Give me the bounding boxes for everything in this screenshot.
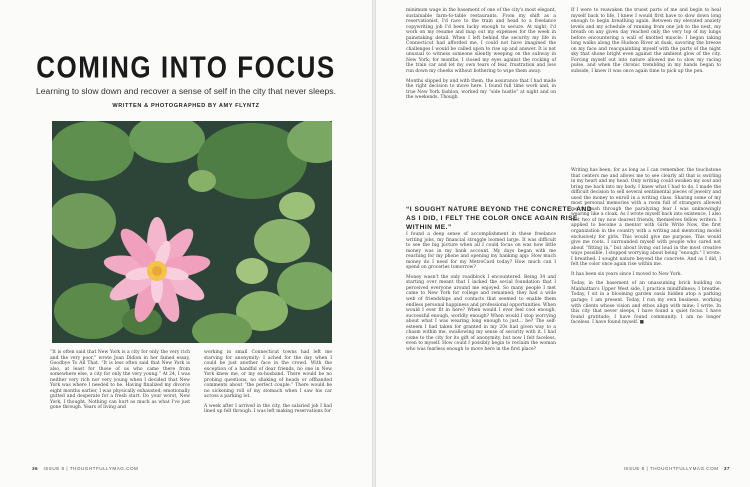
paragraph: “It is often said that New York is a city for only the very rich and the very poor,” wrote Joan Didion in her famed essay, Goodbye To All That. “It is less often said that New York is also, at least for those of us who came there from somewhere else, a city for only the very young.” At 24, I was neither very rich nor very young when I decided that New York was where I needed to be. Having finalized my divorce eight months earlier, I was physically exhausted, emotionally gutted and desperate for a fresh start. Do your worst, New York, I thought. Nothing can hurt as much as what I've just gone through. Years of living and [50,350,190,411]
paragraph: A week after I arrived in the city, the salaried job I had lined up fell through. I was left making reservations for [204,403,332,415]
water-lily-photo [52,121,332,343]
left-folio [32,466,138,471]
left-column-2 [204,350,332,419]
left-column-1 [50,350,190,415]
pull-quote: “I SOUGHT NATURE BEYOND THE CONCRETE. AND AS I DID, I FELT THE COLOR ONCE AGAIN RISE WITHIN ME.” [406,206,593,231]
paragraph: Writing has been, for as long as I can remember, the touchstone that centers me and allows me to see clearly all that is swirling in my heart and my head. Only writing could awaken my soul and bring me back into my body. I knew what I had to do. I made the difficult decision to sell several sentimental pieces of jewelry and used the money to enroll in a writing class. Sharing some of my most personal memories with a room full of strangers allowed me to push through the paralyzing fear I was unknowingly wearing like a cloak. As I wrote myself back into existence, I also met two of my now dearest friends, themselves fellow writers. I applied to become a mentor with Girls Write Now, the first organization in the country with a writing and mentoring model exclusively for girls. This would give me purpose. This would give me roots. I surrounded myself with people who cared not about “fitting in,” but about living out loud in the most creative ways possible. I stopped worrying about being “enough.” I wrote. I breathed. I sought nature beyond the concrete. And as I did, I felt the color once again rise within me. [571,168,721,268]
right-column-1 [406,8,556,105]
paragraph: Today, in the basement of an unassuming brick building on Manhattan's Upper West side, I practice mindfulness; I breathe. Today, I sit in a blooming garden oasis hidden atop a parking garage; I am present. Today, I run my own business, working with clients whose vision and ethos align with mine; I write. In this city that never sleeps, I have found a quiet focus. I have found gratitude; I have found community. I am no longer faceless. I have found myself. ■ [571,281,721,326]
page-number: 37 [723,466,730,471]
paragraph: Money wasn't the only roadblock I encountered. Being 34 and starting over meant that I lacked the social foundation that I perceived everyone around me enjoyed. So many people I met came to New York for college and remained; they had a wide web of friendships and contacts that seemed to enable them endless personal happiness and professional opportunities. When would I ever fit in here? When would I ever feel cool enough, successful enough, worldly enough? When would I stop worrying about what I was wearing long enough to just... be? The self-esteem I had taken for granted in my 20s had given way to a chasm within me, swallowing my sense of security with it. I had come to the city for its gift of anonymity, but now I felt faceless, even to myself. How could I possibly begin to reclaim the woman who was fearless enough to move here in the first place? [406,274,556,352]
right-column-3 [406,232,556,356]
left-page [0,0,372,487]
paragraph: If I were to reawaken the truest parts of me and begin to heal myself back to life, I knew I would first have to slow down long enough to begin breathing again. Between my elevated anxiety levels and my schedule of running from one job to the next, my breath on any given day reached only the very top of my lungs before encountering a wall of knotted muscle. I began taking long walks along the Hudson River at dusk, savoring the breeze on my face and reacquainting myself with the parts of the night sky that shone bright even against the ambient glow of the city. Forcing myself out into nature allowed me to slow my racing pulse, and when the chronic trembling in my hands began to subside, I knew it was once again time to pick up the pen. [571,8,721,75]
paragraph: It has been six years since I moved to New York. [571,271,682,277]
lily-pond-illustration [52,121,332,343]
paragraph: working in small Connecticut towns had left me starving for anonymity: I ached for the day when I could be just another face in the crowd. With the exception of a handful of dear friends, no one in New York knew me, or my ex-husband. There would be no probing questions, no shaking of heads or offhanded comments about “the perfect couple.” There would be no sickening roll of my stomach when I saw his car across a parking lot. [204,350,332,400]
right-column-2 [571,8,721,79]
article-byline: WRITTEN & PHOTOGRAPHED BY AMY FLYNTZ [112,103,260,109]
article-subtitle: Learning to slow down and recover a sense of self in the city that never sleeps. [36,86,336,96]
issue-label: ISSUE 8 | THOUGHTFULLYMAG.COM [623,466,719,471]
paragraph: I found a deep sense of accomplishment in these freelance writing jobs, my financial struggle loomed large. It was difficult to see the big picture when all I could focus on was how little money was in my bank account. My days began with me reaching for my phone and opening my banking app: How much money do I need for my MetroCard today? How much can I spend on groceries tomorrow? [406,232,556,271]
issue-label: ISSUE 8 | THOUGHTFULLYMAG.COM [43,466,139,471]
page-number: 36 [32,466,39,471]
right-page [376,0,750,487]
article-title: COMING INTO FOCUS [36,49,336,85]
right-folio [624,466,730,471]
paragraph: minimum wage in the basement of one of the city's most elegant, sustainable farm-to-table restaurants. From my shift as a reservationist, I'd race to the train and head to a freelance copywriting job I'd been lucky enough to secure. At night, I'd work on my resume and map out my expenses for the week in painstaking detail. When I left behind the security my life in Connecticut had afforded me, I could not have imagined the challenges I would be called upon to rise up and answer. It is not unusual to witness someone silently weeping on the subway in New York; for months, I closed my eyes against the rocking of the train car and let my own tears of fear, frustration and loss run down my cheeks without bothering to wipe them away. [406,8,556,75]
paragraph: Months slipped by and with them, the assurance that I had made the right decision to move here. I found full time work and, in true New York fashion, worked my “side hustle” at night and on the weekends. Though [406,78,556,101]
right-column-4 [571,168,721,330]
